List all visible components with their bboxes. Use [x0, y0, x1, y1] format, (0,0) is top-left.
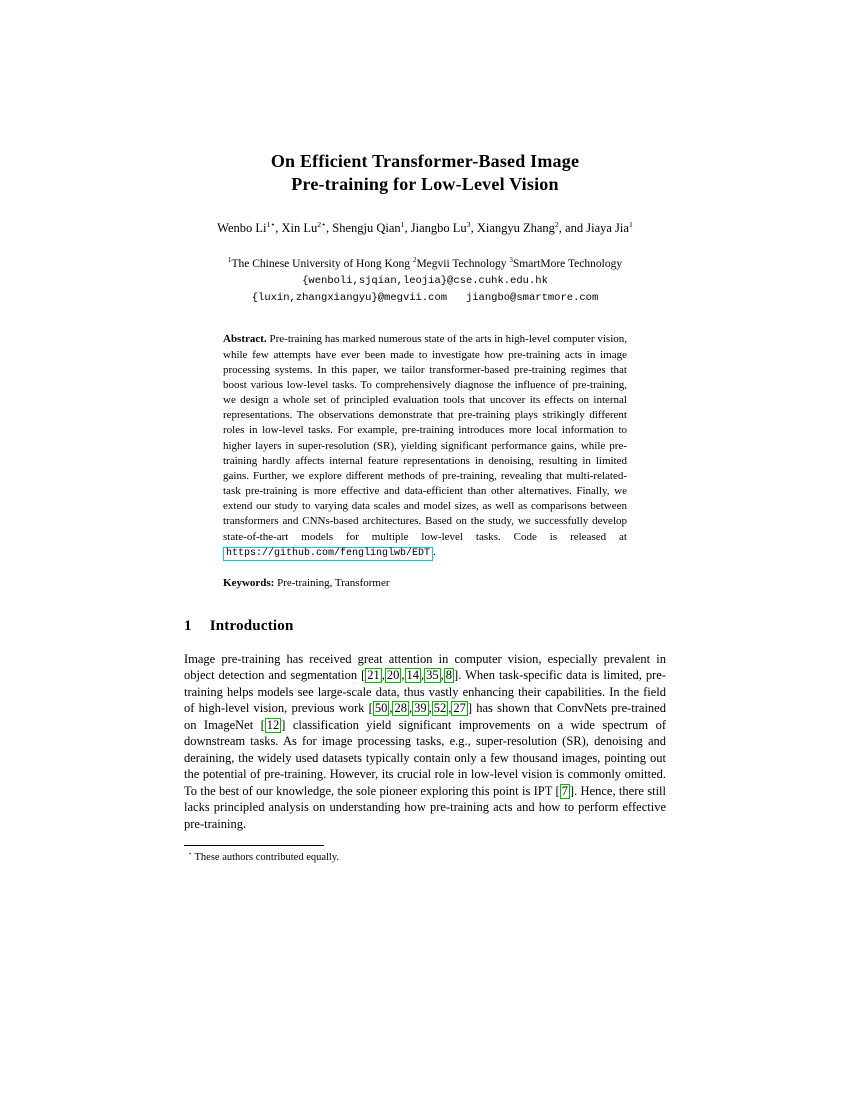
citation-52[interactable]: 52: [433, 701, 447, 716]
section-number: 1: [184, 617, 192, 634]
title-line-1: On Efficient Transformer-Based Image: [270, 151, 580, 171]
abstract-text: Pre-training has marked numerous state of the arts in high-level computer vision, while few attempts have ever been made to investigate how pre-training acts in image processing systems. In this paper, we tailor transformer-based pre-training regimes that boost various low-level tasks. To comprehensively diagnose the influence of pre-training, we design a whole set of principled evaluation tools that uncover its effects on internal representations. The observations demonstrate that pre-training plays strikingly different roles in low-level tasks. For example, pre-training introduces more local information to higher layers in super-resolution (SR), yielding significant performance gains, while pre-training hardly affects internal feature representations in denoising, resulting in limited gains. Further, we explore different methods of pre-training, revealing that multi-related-task pre-training is more effective and data-efficient than other alternatives. Finally, we extend our study to varying data scales and model sizes, as well as comparisons between transformers and CNNs-based architectures. Based on the study, we successfully develop state-of-the-art models for multiple low-level tasks. Code is released at https://github.com/fenglinglwb/EDT .: [223, 333, 628, 559]
citation-50[interactable]: 50: [374, 701, 388, 716]
author-affiliation-sup: 1: [400, 219, 405, 229]
author-affiliation-sup: 1: [628, 219, 633, 229]
code-release-link[interactable]: https://github.com/fenglinglwb/EDT: [223, 547, 433, 561]
footnote-text: These authors contributed equally.: [192, 852, 340, 864]
intro-paragraph: Image pre-training has received great attention in computer vision, especially prevalent in object detection and segmentation [ 21 , 20 , 14 , 35 , 8 ]. When task-specific data is limited, pre-training helps models see large-scale data, thus vastly enhancing their capabilities. In the field of high-level vision, previous work [ 50 , 28 , 39 , 52 , 27 ] has shown that ConvNets pre-trained on ImageNet [ 12 ] classification yield significant improvements on a wide spectrum of downstream tasks. As for image processing tasks, e.g., super-resolution (SR), denoising and deraining, the widely used datasets typically contain only a few thousand images, pointing out the potential of pre-training. However, its crucial role in low-level vision is commonly omitted. To the best of our knowledge, the sole pioneer exploring this point is IPT [ 7 ]. Hence, there still lacks principled analysis on understanding how pre-training acts and how to perform effective pre-training.: [184, 651, 666, 831]
title-line-2: Pre-training for Low-Level Vision: [291, 174, 559, 195]
citation-35[interactable]: 35: [426, 668, 439, 683]
author-affiliation-sup: 2: [554, 219, 559, 229]
keywords: [223, 577, 627, 589]
footnote-text-wrap: [184, 851, 666, 865]
abstract-label: Abstract.: [223, 333, 267, 346]
citation-7[interactable]: 7: [561, 783, 568, 798]
citation-8[interactable]: 8: [445, 668, 453, 683]
citation-39[interactable]: 39: [414, 701, 427, 716]
email-line-1: {wenboli,sjqian,leojia}@cse.cuhk.edu.hk: [302, 275, 548, 288]
footnote-rule: [184, 845, 324, 846]
author-affiliation-sup: 1⋆: [266, 219, 276, 229]
affiliation-sup: 3: [509, 255, 513, 264]
keywords-text: Pre-training, Transformer: [274, 576, 390, 589]
author-affiliation-sup: 3: [466, 219, 471, 229]
footnote: [184, 845, 666, 865]
author-list: Wenbo $Li^{1⋆}$, Xin $Lu^{2⋆}$, Shengju Qian$^1$, Jiangbo Lu$^3$, Xiangyu Zhang$^2$, and Jiaya Jia$^1$: [217, 219, 633, 235]
citation-28[interactable]: 28: [394, 701, 407, 716]
footnote-marker: ⋆: [188, 850, 193, 858]
keywords-label: Keywords:: [223, 576, 275, 589]
citation-12[interactable]: 12: [266, 717, 280, 732]
affiliation-list: $^1$The Chinese University of Hong Kong $^2$Megvii Technology $^3$SmartMore Technology: [227, 255, 623, 270]
affiliation-sup: 1: [227, 255, 232, 264]
section-1-heading: [184, 618, 666, 635]
citation-14[interactable]: 14: [406, 668, 420, 683]
author-affiliation-sup: 2⋆: [317, 219, 326, 229]
citation-27[interactable]: 27: [453, 701, 466, 716]
citation-21[interactable]: 21: [367, 668, 380, 683]
email-line-2: {luxin,zhangxiangyu}@megvii.com jiangbo@smartmore.com: [251, 291, 599, 304]
section-title: Introduction: [209, 617, 294, 634]
citation-20[interactable]: 20: [386, 668, 400, 683]
abstract: [223, 332, 627, 560]
paper-title: [184, 150, 666, 197]
affiliation-sup: 2: [412, 255, 417, 264]
